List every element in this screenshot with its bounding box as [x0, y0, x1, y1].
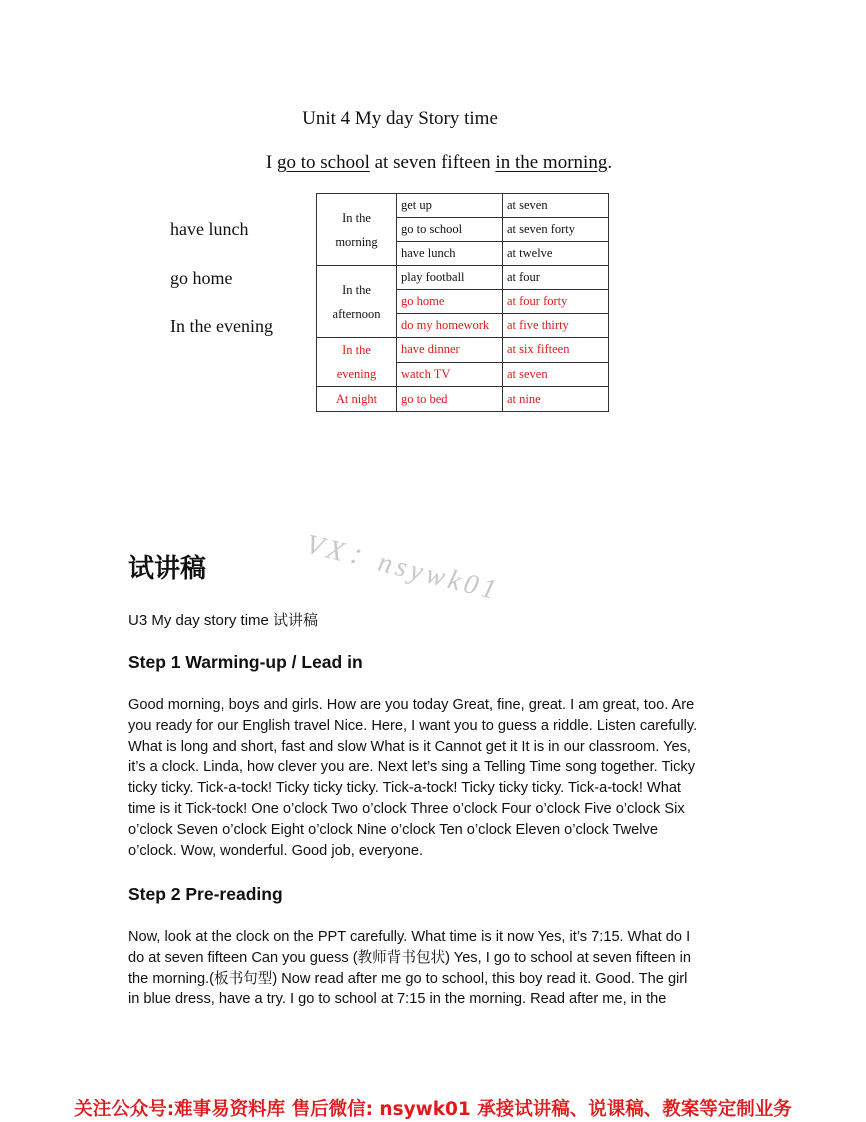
paragraph-line: Now, look at the clock on the PPT carefully. What time is it now Yes, it’s 7:15. What do I: [128, 929, 691, 945]
paragraph-line: in blue dress, have a try. I go to school at 7:15 in the morning. Read after me, in the: [128, 991, 667, 1008]
period-cell: At night: [317, 387, 397, 412]
activity-cell: play football: [397, 266, 503, 290]
period-label: afternoon: [332, 306, 381, 321]
time-cell: at six fifteen: [503, 338, 609, 363]
time-cell: at twelve: [503, 242, 609, 266]
step1-paragraph: [128, 695, 738, 861]
step1-heading: Step 1 Warming-up / Lead in: [128, 652, 363, 672]
schedule-table: [316, 193, 609, 412]
period-cell: [317, 338, 397, 387]
period-label: evening: [336, 367, 377, 381]
activity-cell: go to bed: [397, 387, 503, 412]
step2-heading: Step 2 Pre-reading: [128, 884, 283, 904]
paragraph-line: the morning.(板书句型) Now read after me go to school, this boy read it. Good. The girl: [128, 970, 688, 987]
section-subtitle: U3 My day story time 试讲稿: [128, 612, 319, 629]
activity-cell: go home: [397, 290, 503, 314]
watermark: VX：nsywk01: [302, 528, 504, 607]
activity-cell: go to school: [397, 218, 503, 242]
section-title: 试讲稿: [128, 554, 207, 584]
paragraph-line: Good morning, boys and girls. How are you today Great, fine, great. I am great, too. Are: [128, 697, 695, 713]
sentence-text: I: [265, 152, 277, 173]
activity-cell: get up: [397, 194, 503, 218]
step2-paragraph: [128, 927, 738, 1010]
paragraph-line: ticky ticky. Tick-a-tock! Ticky ticky ticky. Tick-a-tock! Ticky ticky ticky. Tick-a-tock! What: [128, 780, 681, 797]
model-sentence: [0, 152, 866, 174]
page-title: Unit 4 My day Story time: [302, 108, 498, 129]
table-row: [317, 194, 609, 218]
table-row: [317, 338, 609, 363]
paragraph-line: you ready for our English travel Nice. Here, I want you to guess a riddle. Listen carefully.: [128, 717, 698, 734]
paragraph-line: What is long and short, fast and slow What is it Cannot get it It is in our classroom. Yes,: [128, 738, 691, 755]
time-cell: at five thirty: [503, 314, 609, 338]
paragraph-line: o’clock. Wow, wonderful. Good job, everyone.: [128, 842, 424, 859]
paragraph-line: time is it Tick-tock! One o’clock Two o’clock Three o’clock Four o’clock Five o’clock Six: [128, 800, 685, 817]
time-cell: at four forty: [503, 290, 609, 314]
time-cell: at seven: [503, 194, 609, 218]
sentence-underlined: go to school: [276, 152, 370, 173]
period-label: In the: [342, 343, 371, 357]
period-label: In the: [342, 282, 371, 297]
activity-cell: have dinner: [397, 338, 503, 363]
table-row: [317, 387, 609, 412]
paragraph-line: o’clock Seven o’clock Eight o’clock Nine o’clock Ten o’clock Eleven o’clock Twelve: [128, 821, 658, 838]
paragraph-line: do at seven fifteen Can you guess (教师背书包状) Yes, I go to school at seven fifteen in: [128, 949, 691, 966]
side-label: have lunch: [170, 219, 249, 239]
sentence-underlined: in the morning: [495, 152, 608, 173]
activity-cell: have lunch: [397, 242, 503, 266]
period-label: morning: [335, 234, 378, 249]
side-label: In the evening: [170, 316, 273, 336]
footer-banner: 关注公众号:难事易资料库 售后微信: nsywk01 承接试讲稿、说课稿、教案等定制业务: [74, 1099, 792, 1120]
side-label: go home: [170, 268, 233, 288]
period-label: In the: [342, 210, 371, 225]
table-row: [317, 266, 609, 290]
sentence-text: at seven fifteen: [369, 152, 496, 173]
activity-cell: watch TV: [397, 362, 503, 387]
time-cell: at nine: [503, 387, 609, 412]
time-cell: at four: [503, 266, 609, 290]
time-cell: at seven forty: [503, 218, 609, 242]
time-cell: at seven: [503, 362, 609, 387]
period-cell: [317, 194, 397, 266]
period-cell: [317, 266, 397, 338]
sentence-text: .: [607, 152, 613, 173]
paragraph-line: it’s a clock. Linda, how clever you are. Next let’s sing a Telling Time song together. Ticky: [128, 759, 696, 776]
activity-cell: do my homework: [397, 314, 503, 338]
